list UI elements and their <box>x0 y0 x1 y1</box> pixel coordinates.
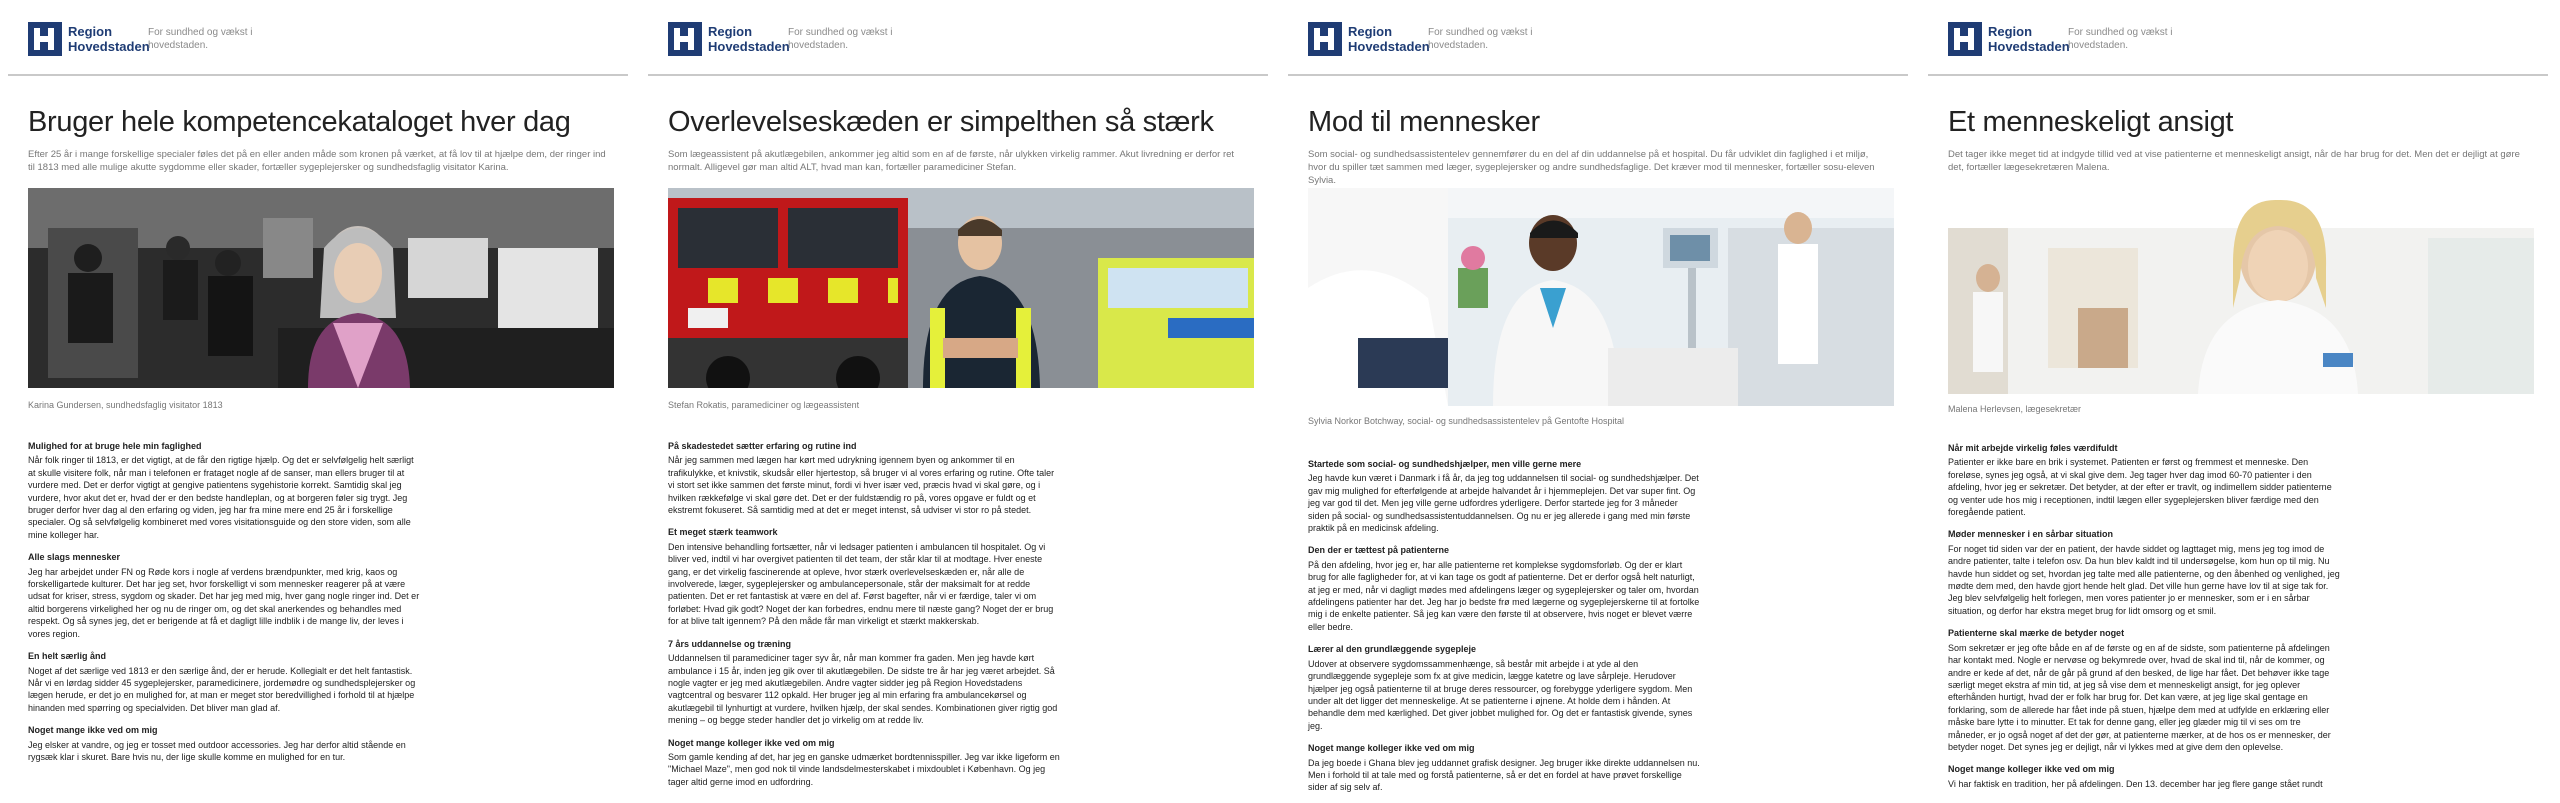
tagline-line2: hovedstaden. <box>148 40 209 51</box>
photo-caption: Stefan Rokatis, paramediciner og lægeassistent <box>668 400 860 410</box>
section-text: Når jeg sammen med lægen har kørt med udrykning igennem byen og ankommer til en trafikulykke, et knivstik, skudsår eller hjertestop, så bruger vi al vores erfaring og rutine. Ofte taler vi stort set ikke sammen det første minut, fordi vi hver især ved, præcis hvad vi skal gøre, og i hvilken rækkefølge vi skal gøre det. Det er der fuldstændig ro på, vores opgave er fuldt og et ekstremt fokuseret. Så samtidig med at det er meget intenst, så udviser vi stor ro på stedet. <box>668 455 1055 516</box>
section-heading: En helt særlig ånd <box>28 651 107 662</box>
brand-name <box>1348 24 1430 54</box>
brand-name <box>68 24 150 54</box>
region-logo-icon <box>1308 22 1342 56</box>
brand-name-line2: Hovedstaden <box>1988 39 2070 54</box>
section-heading: Noget mange kolleger ikke ved om mig <box>1948 764 2115 775</box>
region-logo-icon <box>668 22 702 56</box>
article-title: Overlevelseskæden er simpelthen så stærk <box>668 106 1214 138</box>
brand-name-line1: Region <box>68 24 113 39</box>
section-text: Som sekretær er jeg ofte både en af de første og en af de sidste, som patienterne på afdelingen har kontakt med. Nogle er nervøse og bekymrede over, hvad de skal ind til, når de kommer, og andre er kede af det, når de går på grund af den besked, de lige har fået. Det behøver ikke tage særligt meget ekstra af min tid, at jeg så vise dem et menneskeligt ansigt, for jeg oplever efterhånden hurtigt, hvad der er folk har brug for. Det kan være, at jeg lige skal gentage en forklaring, som de allerede har fået inde på stuen, hjælpe dem med at udfylde en erklæring eller måske bare lytte i to minutter. Et tak for denne gang, eller jeg glæder mig til vi ses om tre måneder, er jo også noget af det der gør, at patienterne mærker, at de hos os er mennesker, der betyder noget. Det synes jeg er dejligt, når vi lykkes med at give dem den oplevelse. <box>1948 642 2331 752</box>
section-heading: Mulighed for at bruge hele min faglighed <box>28 441 202 451</box>
brand-name-line1: Region <box>1988 24 2033 39</box>
header-divider <box>1928 74 2548 76</box>
tagline-line1: For sundhed og vækst i <box>788 27 893 38</box>
article-photo <box>1308 188 1894 406</box>
page-header <box>0 0 640 76</box>
header-divider <box>648 74 1268 76</box>
section-heading: Noget mange kolleger ikke ved om mig <box>1308 743 1475 754</box>
region-logo-icon <box>1948 22 1982 56</box>
section-text: Den intensive behandling fortsætter, når vi ledsager patienten i ambulancen til hospitalet. Og vi bliver ved, indtil vi har overgivet patienten til det team, der står klar til at modtage. Hver eneste gang, er det virkelig fascinerende at opleve, hvor stærk overlevelseskæden er, når alle de involverede, læger, sygeplejersker og ambulancepersonale, står der maksimalt for at redde patienten. Det er ret fantastisk at være en del af. Først bagefter, når vi er færdige, taler vi om forløbet: Hvad gik godt? Noget der kan forbedres, endnu mere til næste gang? Noget der er brug for at blive talt igennem? På den måde får man virkeligt et stærkt makkerskab. <box>668 541 1054 627</box>
tagline-line1: For sundhed og vækst i <box>148 27 253 38</box>
article-body <box>1948 442 2340 790</box>
section-heading: Lærer al den grundlæggende sygepleje <box>1308 644 1477 655</box>
article-body <box>28 440 420 763</box>
article-title: Et menneskeligt ansigt <box>1948 106 2234 138</box>
brand-name <box>708 24 790 54</box>
page-header <box>1280 0 1920 76</box>
region-logo-icon <box>28 22 62 56</box>
page-header <box>1920 0 2560 76</box>
section-heading: Noget mange ikke ved om mig <box>28 725 158 736</box>
section-heading: Møder mennesker i en sårbar situation <box>1948 529 2114 540</box>
brand-name-line1: Region <box>1348 24 1393 39</box>
section-heading: Startede som social- og sundhedshjælper, men ville gerne mere <box>1308 459 1582 469</box>
article-photo <box>668 188 1254 388</box>
article-intro: Efter 25 år i mange forskellige specialer føles det på en eller anden måde som kronen på værket, at få lov til at hjælpe dem, der ringer ind til 1813 med alle mulige akutte sygdomme eller skader, fortæller sygeplejersker og sundhedsfaglig visitator Karina. <box>28 149 606 173</box>
section-text: Noget af det særlige ved 1813 er den særlige ånd, der er herude. Kollegialt er det helt fantastisk. Når vi en lørdag sidder 45 sygeplejersker, paramedicinere, jordemødre og sundhedsplejersker og lægen herude, er det jo en mulighed for, at man er meget stor beredvillighed i forhold til at hjælpe hinanden med spørring og specialviden. Det bliver man glad af. <box>28 665 416 713</box>
tagline-line2: hovedstaden. <box>788 40 849 51</box>
article-page-1 <box>0 0 640 803</box>
brand-name-line2: Hovedstaden <box>708 39 790 54</box>
section-text: Udover at observere sygdomssammenhænge, så består mit arbejde i at yde al den grundlæggende sygepleje som fx at give medicin, lægge katetre og lave sårpleje. Herudover hjælper jeg også patienterne til at bruge deres ressourcer, og forebygge yderligere sygdom. Men under alt det ligger det menneskelige. At se patienterne i øjnene. At holde dem i hånden. At behandle dem med kærlighed. Det giver jobbet mulighed for. Og det er fantastisk givende, synes jeg. <box>1308 658 1693 731</box>
brand-tagline <box>2068 26 2208 52</box>
section-text: På den afdeling, hvor jeg er, har alle patienterne ret komplekse sygdomsforløb. Og der er klart brug for alle fagligheder for, at vi kan tage os godt af patienterne. Det er derfor også helt naturligt, at jeg er med, når vi dagligt mødes med afdelingens læger og sygeplejersker og taler om, hvordan afdelingens patienter har det. Jeg har jo bedste frø med lægerne og sygeplejerskerne til at fortolke mig i de enkelte patienter. Så jeg kan være den første til at observere, hvis noget er blevet værre eller bedre. <box>1308 559 1700 632</box>
photo-caption: Karina Gundersen, sundhedsfaglig visitator 1813 <box>28 400 223 410</box>
tagline-line2: hovedstaden. <box>2068 40 2129 51</box>
article-intro: Det tager ikke meget tid at indgyde tillid ved at vise patienterne et menneskeligt ansigt, når de har brug for det. Men det er dejligt at gøre det, fortæller lægesekretæren Malena. <box>1948 149 2520 173</box>
section-heading: 7 års uddannelse og træning <box>668 638 792 649</box>
brand-tagline <box>148 26 288 52</box>
article-photo <box>28 188 614 388</box>
article-photo <box>1948 188 2534 394</box>
header-divider <box>8 74 628 76</box>
section-heading: Et meget stærk teamwork <box>668 527 778 538</box>
section-text: Uddannelsen til paramediciner tager syv år, når man kommer fra gaden. Men jeg havde kørt ambulance i 15 år, inden jeg gik over til akutlægebilen. De sidste tre år har jeg været arbejdet. Så nogle vagter er jeg med akutlægebilen. Andre vagter sidder jeg på Region Hovedstadens vagtcentral og besvarer 112 opkald. Her bruger jeg al min erfaring fra ambulancekørsel og akutlægebil til lynhurtigt at vurdere, hvilken hjælp, der skal sendes. Kombinationen giver rigtig god mening – og begge steder handler det jo virkelig om at redde liv. <box>668 653 1058 726</box>
section-heading: Den der er tættest på patienterne <box>1308 545 1450 556</box>
tagline-line1: For sundhed og vækst i <box>2068 27 2173 38</box>
brand-name-line1: Region <box>708 24 753 39</box>
article-page-4 <box>1920 0 2560 803</box>
section-heading: På skadestedet sætter erfaring og rutine ind <box>668 441 857 451</box>
brand-name <box>1988 24 2070 54</box>
section-text: For noget tid siden var der en patient, der havde siddet og lagttaget mig, mens jeg tog imod de andre patienter, talte i telefon osv. Da hun blev kaldt ind til undersøgelse, kom hun op til mig. Nu havde hun siddet og set, hvordan jeg talte med alle patienterne, og den åbenhed og venlighed, jeg mødte dem med, den havde gjort hende helt glad. Det ville hun gerne have lov til at sige tak for. Jeg blev selvfølgelig helt forlegen, men vores patienter jo er mennesker, som er i en sårbar situation, og derfor har ekstra meget brug for lidt omsorg og et smil. <box>1948 543 2340 616</box>
brand-name-line2: Hovedstaden <box>1348 39 1430 54</box>
article-intro: Som lægeassistent på akutlægebilen, ankommer jeg altid som en af de første, når ulykken virkelig rammer. Akut livredning er derfor ret normalt. Alligevel gør man altid ALT, hvad man kan, fortæller paramediciner Stefan. <box>668 149 1235 173</box>
article-page-3 <box>1280 0 1920 803</box>
article-title: Mod til mennesker <box>1308 106 1540 138</box>
article-title: Bruger hele kompetencekataloget hver dag <box>28 106 571 138</box>
section-text: Som gamle kending af det, har jeg en ganske udmærket bordtennisspiller. Jeg var ikke ligeform en "Michael Maze", men god nok til vinde landsdelmesterskabet i mixdoublet i København. Og jeg tager altid gerne imod en udfordring. <box>668 751 1060 787</box>
page-header <box>640 0 1280 76</box>
section-text: Jeg har arbejdet under FN og Røde kors i nogle af verdens brændpunkter, med krig, kaos og forskelligartede kulturer. Det har jeg set, hvor forskelligt vi som mennesker reagerer på at være udsat for kriser, stress, sygdom og skader. Det har jeg med mig, hver gang nogle ringer ind. Det er altid borgerens virkelighed her og nu de ringer om, og det skal anerkendes og behandles med respekt. Og så synes jeg, det er berigende at få et dagligt lille indblik i de mange liv, der leves i vores region. <box>28 566 420 639</box>
brand-tagline <box>788 26 928 52</box>
section-text: Jeg havde kun været i Danmark i få år, da jeg tog uddannelsen til social- og sundhedshjælper. Det gav mig mulighed for efterfølgende at arbejde halvandet år i hjemmeplejen. Det var super fint. Og jeg var god til det. Men jeg ville gerne udfordres yderligere. Derfor startede jeg for 3 måneder siden på social- og sundhedsassistentuddannelsen. Og nu er jeg allerede i gang med min første praktik på en medicinsk afdeling. <box>1308 473 1699 534</box>
photo-caption: Malena Herlevsen, lægesekretær <box>1948 404 2082 414</box>
section-text: Når folk ringer til 1813, er det vigtigt, at de får den rigtige hjælp. Og det er selvfølgelig helt særligt at skulle visitere folk, når man i telefonen er frataget nogle af de sanser, man ellers bruger til at vurdere med. Det er derfor vigtigt at gengive patientens sygehistorie korrekt. Samtidig skal jeg vurdere, hvor akut det er, hvad der er den bedste handleplan, og at borgeren føler sig trygt. Jeg bruger derfor hver dag al den erfaring og viden, jeg har fra mine mere end 25 år i forskellige specialer. Og så selvfølgelig kombineret med vores visitationsguide og den store viden, som alle mine kolleger har. <box>28 455 414 540</box>
header-divider <box>1288 74 1908 76</box>
brand-name-line2: Hovedstaden <box>68 39 150 54</box>
section-heading: Noget mange kolleger ikke ved om mig <box>668 737 835 748</box>
photo-caption: Sylvia Norkor Botchway, social- og sundhedsassistentelev på Gentofte Hospital <box>1308 416 1624 426</box>
section-heading: Patienterne skal mærke de betyder noget <box>1948 628 2125 639</box>
section-heading: Når mit arbejde virkelig føles værdifuldt <box>1948 443 2118 453</box>
section-text: Da jeg boede i Ghana blev jeg uddannet grafisk designer. Jeg bruger ikke direkte uddannelsen nu. Men i forhold til at tale med og forstå patienterne, så er det en fordel at have prøvet forskellige sider af sig selv af. <box>1308 757 1700 793</box>
tagline-line2: hovedstaden. <box>1428 40 1489 51</box>
article-page-2 <box>640 0 1280 803</box>
article-body <box>1308 458 1700 794</box>
tagline-line1: For sundhed og vækst i <box>1428 27 1533 38</box>
section-text: Jeg elsker at vandre, og jeg er tosset med outdoor accessories. Jeg har derfor altid stående en rygsæk klar i skuret. Bare hvis nu, der lige skulle komme en mulighed for en tur. <box>28 739 406 762</box>
section-heading: Alle slags mennesker <box>28 552 121 563</box>
section-text: Patienter er ikke bare en brik i systemet. Patienten er først og fremmest et menneske. Den foreløse, synes jeg også, at vi skal give dem. Jeg tager hver dag imod 60-70 patienter i den afdeling, hvor jeg er sekretær. Det betyder, at der efter er travlt, og indimellem sidder patienterne og venter ude hos mig i receptionen, indtil lægen eller sygeplejersken bliver færdige med den foregående patient. <box>1948 457 2332 518</box>
section-text: Vi har faktisk en tradition, her på afdelingen. Den 13. december har jeg flere gange stået rundt <box>1948 778 2323 789</box>
brand-tagline <box>1428 26 1568 52</box>
article-body <box>668 440 1060 788</box>
article-intro: Som social- og sundhedsassistentelev gennemfører du en del af din uddannelse på et hospital. Du får udviklet din faglighed i et miljø, hvor du spiller tæt sammen med læger, sygeplejersker og andre sundhedsfaglige. Det kræver mod til mennesker, fortæller sosu-eleven Sylvia. <box>1308 149 1875 186</box>
